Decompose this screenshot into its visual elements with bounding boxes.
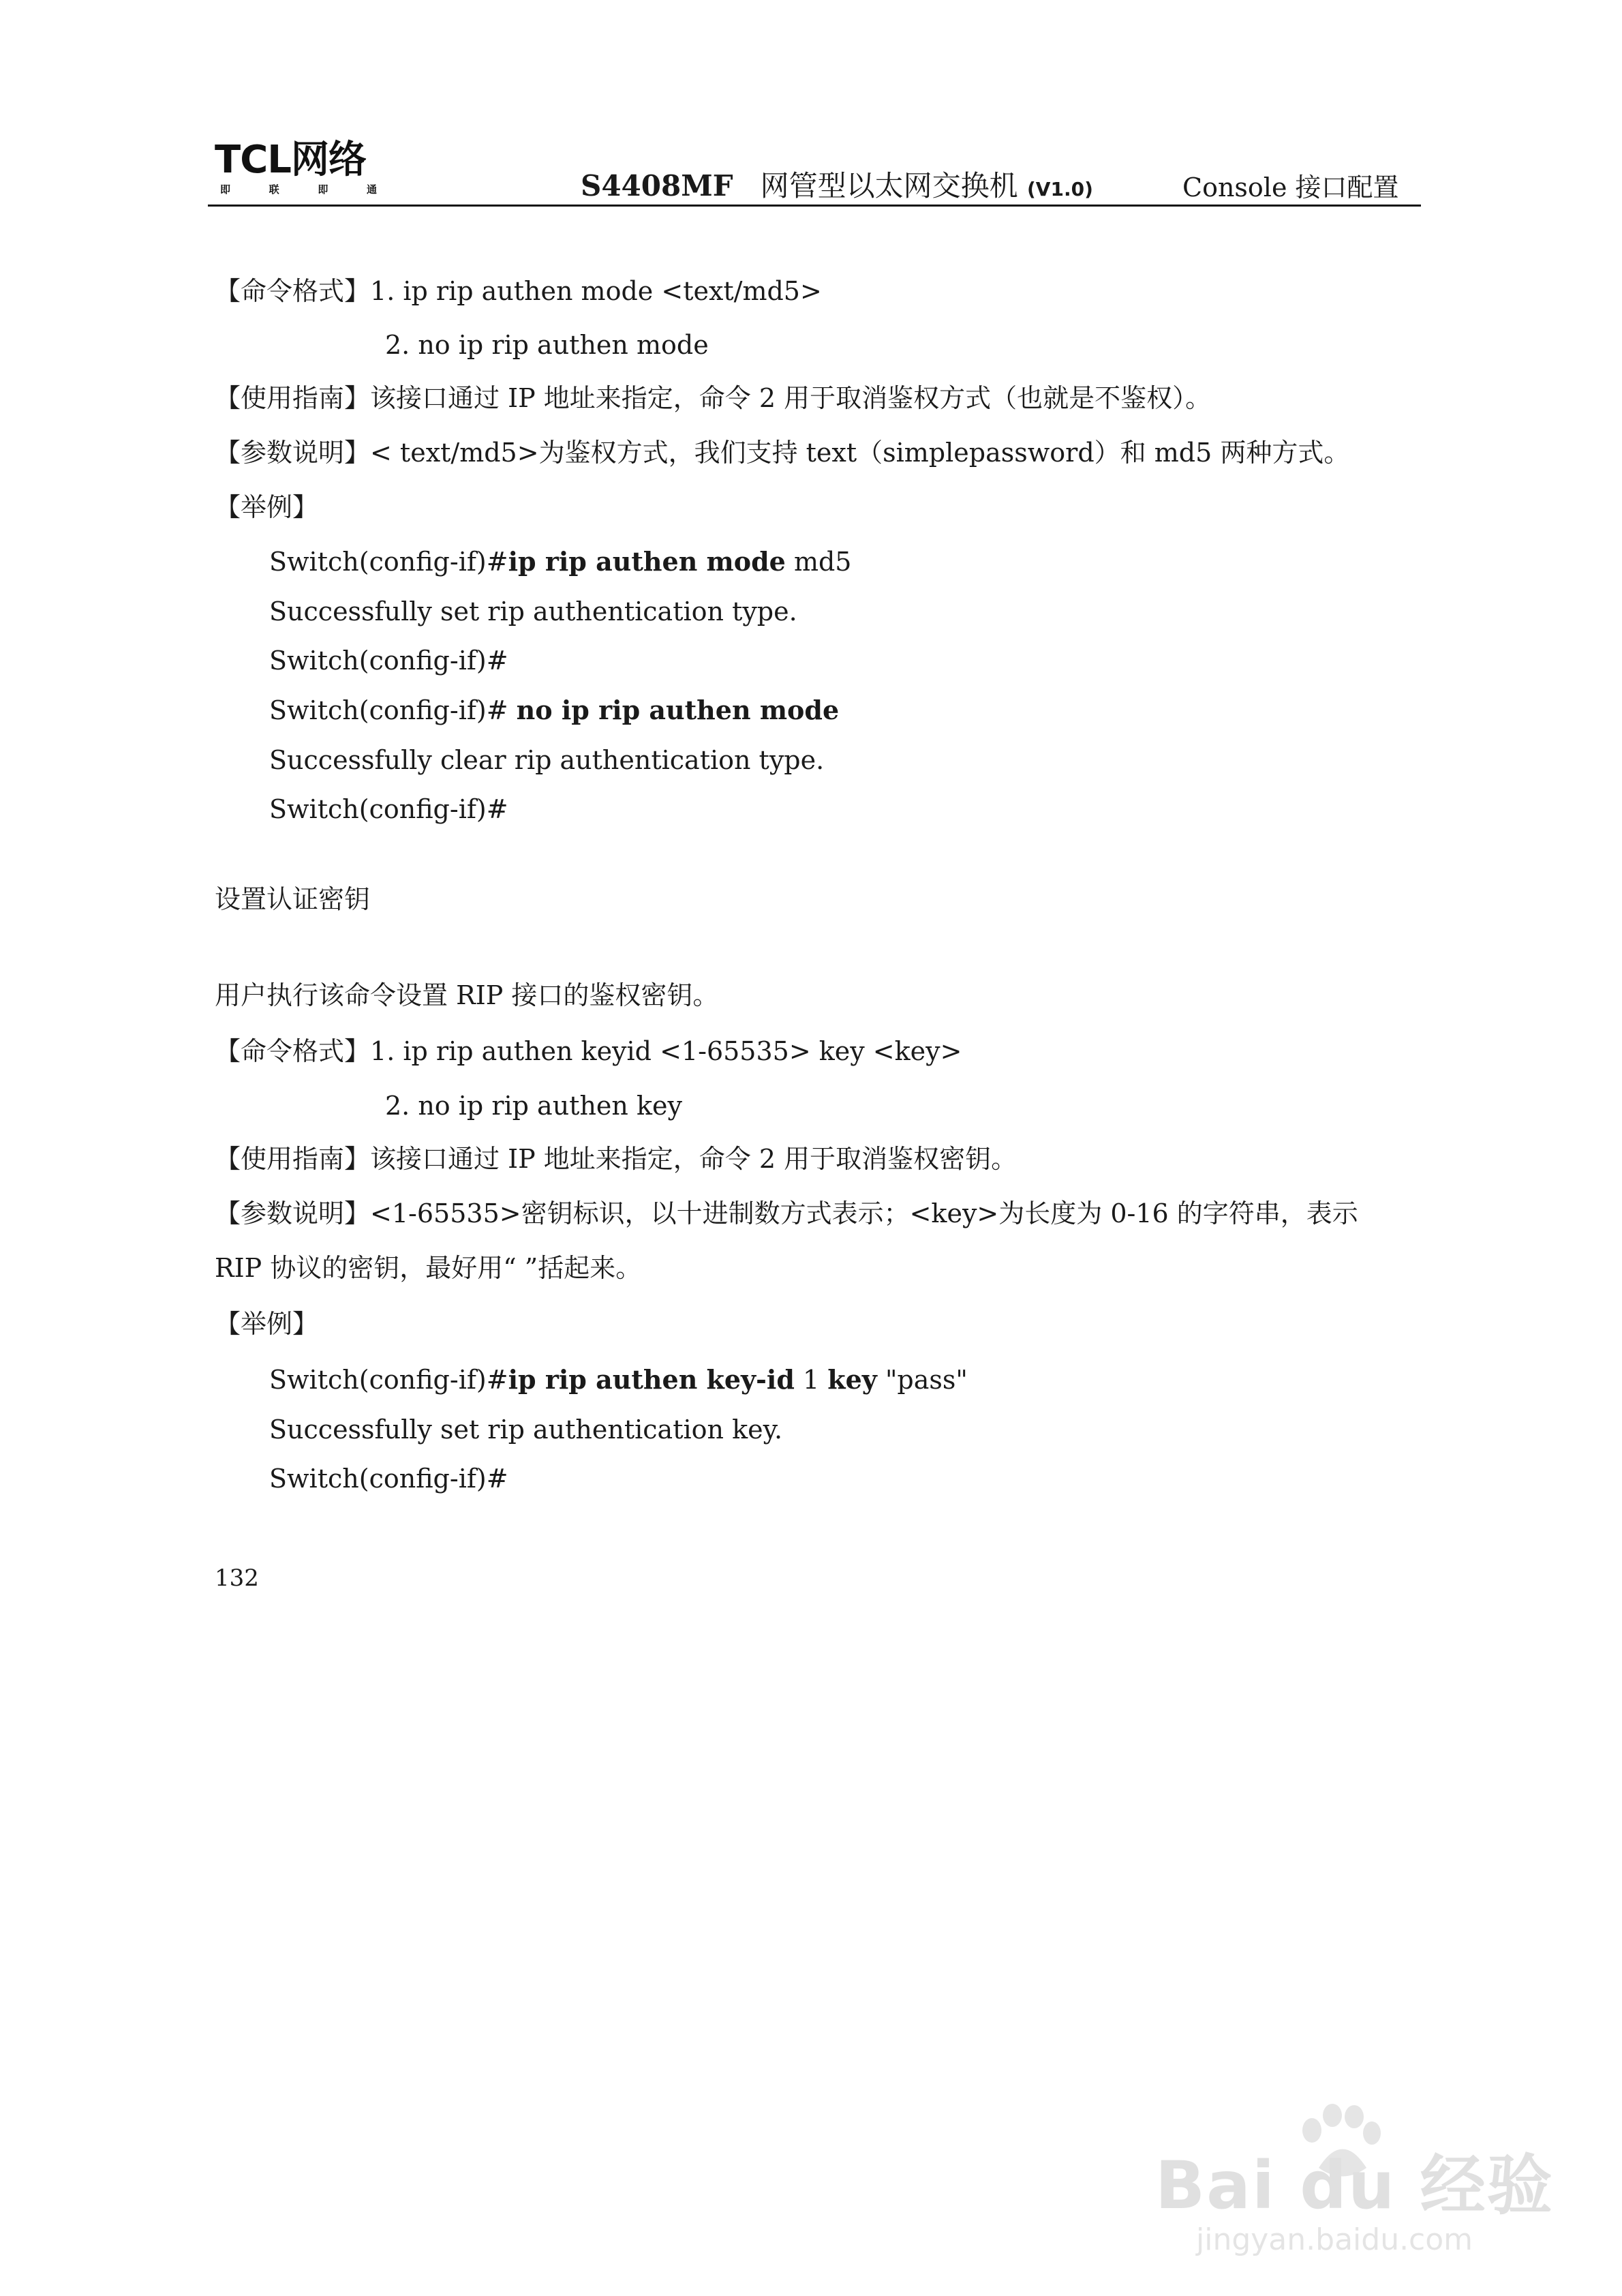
param-text: <1-65535>密钥标识，以十进制数方式表示；<key>为长度为 0-16 的字符串，表示: [370, 1198, 1358, 1228]
format-line: [215, 1035, 962, 1068]
logo-sub-char: 即: [220, 183, 231, 196]
format-label: 【命令格式】: [215, 1036, 371, 1066]
example-output-line: Successfully set rip authentication key.: [269, 1415, 783, 1445]
guide-label: 【使用指南】: [215, 383, 371, 413]
guide-text: 该接口通过 IP 地址来指定，命令 2 用于取消鉴权方式（也就是不鉴权）。: [370, 383, 1212, 413]
baidu-watermark: [1155, 2103, 1554, 2260]
format-text: 1. ip rip authen keyid <1-65535> key <key>: [370, 1036, 962, 1066]
watermark-url: jingyan.baidu.com: [1196, 2222, 1473, 2257]
logo-sub-char: 通: [366, 183, 377, 196]
param-line: [215, 436, 1349, 469]
param-text: < text/md5>为鉴权方式，我们支持 text（simplepassword）和 md5 两种方式。: [370, 438, 1350, 468]
cli-prompt: Switch(config-if)#: [269, 695, 517, 725]
cli-command: ip rip authen key-id: [508, 1364, 795, 1395]
format-text: 1. ip rip authen mode <text/md5>: [370, 276, 822, 306]
example-prompt-line: Switch(config-if)#: [269, 794, 508, 824]
product-title: 网管型以太网交换机: [760, 169, 1018, 202]
example-prompt-line: Switch(config-if)#: [269, 646, 508, 676]
guide-line: [215, 1143, 1017, 1175]
section-heading: 设置认证密钥: [215, 884, 371, 914]
example-prompt-line: Switch(config-if)#: [269, 1464, 508, 1494]
guide-text: 该接口通过 IP 地址来指定，命令 2 用于取消鉴权密钥。: [370, 1144, 1017, 1174]
tcl-logo: [215, 140, 385, 201]
param-label: 【参数说明】: [215, 1198, 371, 1228]
example-command-line: [269, 1363, 968, 1396]
example-label: 【举例】: [215, 1309, 319, 1339]
section-title: Console 接口配置: [1182, 172, 1399, 202]
model-name: S4408MF: [581, 169, 733, 202]
example-label: 【举例】: [215, 492, 319, 522]
cli-argument: md5: [785, 547, 852, 577]
example-command-line: [269, 545, 851, 578]
cli-command: no ip rip authen mode: [516, 695, 840, 725]
header-divider: [208, 205, 1421, 207]
param-line-2: RIP 协议的密钥，最好用“ ”括起来。: [215, 1253, 642, 1283]
page-number: 132: [215, 1565, 259, 1592]
example-command-line: [269, 694, 839, 727]
cli-command: ip rip authen mode: [508, 546, 786, 577]
intro-line: 用户执行该命令设置 RIP 接口的鉴权密钥。: [215, 980, 719, 1010]
guide-label: 【使用指南】: [215, 1144, 371, 1174]
format-label: 【命令格式】: [215, 276, 371, 306]
watermark-brand: Bai du 经验: [1155, 2147, 1554, 2224]
cli-argument: "pass": [876, 1365, 968, 1395]
param-line: [215, 1197, 1358, 1230]
cli-number: 1: [794, 1365, 828, 1395]
format-line-2: 2. no ip rip authen key: [385, 1091, 682, 1121]
param-label: 【参数说明】: [215, 438, 371, 468]
cli-prompt: Switch(config-if)#: [269, 1365, 508, 1395]
cli-keyword: key: [827, 1364, 877, 1395]
guide-line: [215, 382, 1211, 414]
header-title: [581, 164, 1093, 205]
logo-sub-char: 即: [318, 183, 328, 196]
format-line: [215, 275, 822, 307]
version: (V1.0): [1027, 178, 1093, 200]
cli-prompt: Switch(config-if)#: [269, 547, 508, 577]
example-output-line: Successfully clear rip authentication type.: [269, 745, 825, 775]
format-line-2: 2. no ip rip authen mode: [385, 330, 709, 360]
logo-text: TCL网络: [215, 138, 366, 182]
example-output-line: Successfully set rip authentication type.: [269, 596, 797, 626]
logo-subtext: [220, 182, 377, 196]
logo-sub-char: 联: [269, 183, 279, 196]
